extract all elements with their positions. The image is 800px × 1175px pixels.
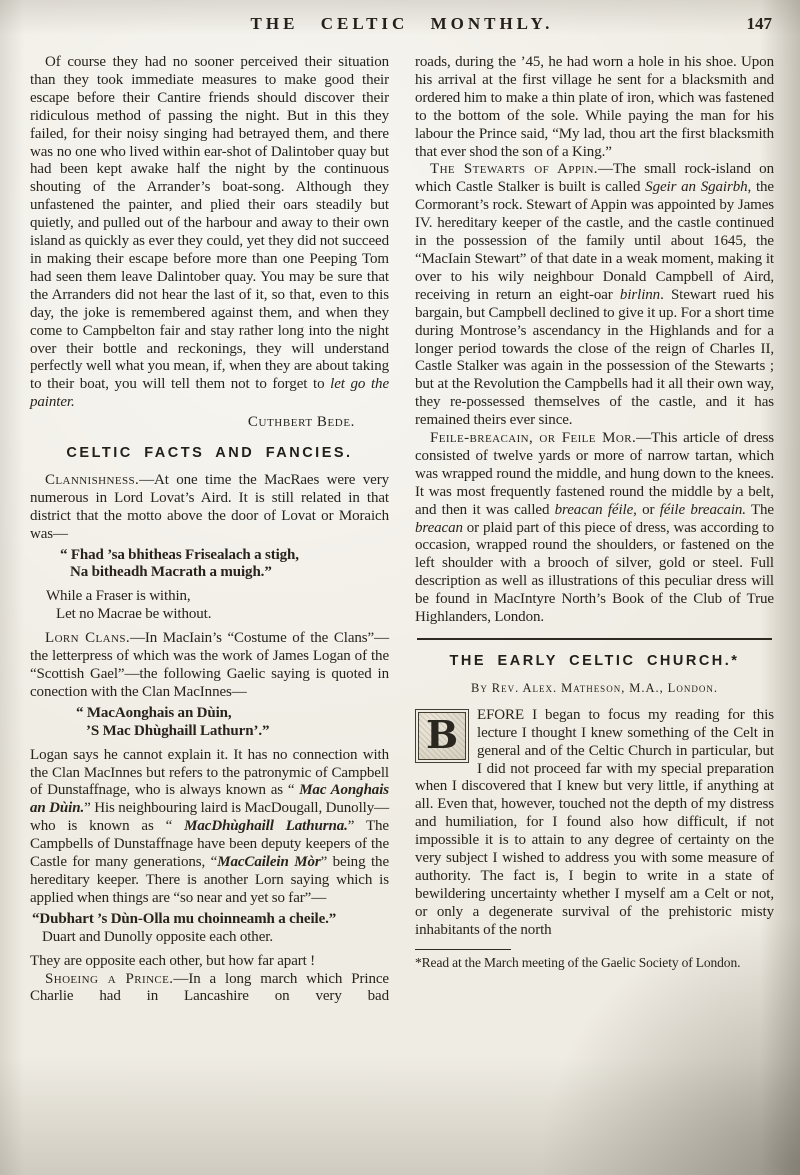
text-run: The [745, 501, 774, 518]
text-run: , the Cormorant’s rock. Stewart of Appin was appointed by James IV. hereditary keeper of the castle, and the castle continued in the possession of the family until about 1645, the “MacIain Stewart” of that date in a weak moment, making it over to his wily neighbour Donald Campbell of Aird, receiving in return an eight-oar [415, 179, 774, 303]
verse-line: “ MacAonghais an Dùin, [76, 704, 232, 721]
verse-line: While a Fraser is within, [46, 588, 191, 605]
text-run: let go the painter. [30, 376, 389, 411]
page-number: 147 [746, 14, 772, 33]
text-run: EFORE I began to focus my reading for this lecture I thought I knew something of the Celt in general and of the Celtic Church in particular, but I did not proceed far with my special preparation when I discovered that I knew but very little, if anything at all. Even that, however, touched not the depth of my distress and humiliation, for I found also how difficult, if not impossible it is to attain to any degree of certainty on the very subject I wished to address you with some measure of authority. The fact is, I begin to write in a state of bewildering uncertainty whether I myself am a Celt or not, or only a degenerate survival of the prehistoric misty inhabitants of the north [415, 706, 774, 938]
para-clannishness [30, 472, 389, 544]
verse-gaelic-motto [60, 547, 389, 583]
para-logan-explanation [30, 747, 389, 908]
footnote-gaelic-society: *Read at the March meeting of the Gaelic Society of London. [415, 949, 774, 972]
text-run: Logan says he cannot explain it. It has no connection with the Clan MacInnes but refers to the patronymic of Campbell of Dunstaffnage, who is always known as “ [30, 746, 389, 799]
ornate-initial-capital: B [415, 709, 469, 763]
right-column [415, 54, 774, 1006]
text-run: ” being the hereditary keeper. There is another Lorn saying which is applied when things are “so near and yet so far”— [30, 854, 390, 906]
byline-matheson: By Rev. Alex. Matheson, M.A., London. [471, 680, 718, 695]
para-shoeing-a-prince [30, 971, 389, 1007]
journal-title: THE CELTIC MONTHLY. [250, 14, 554, 33]
lead-in-small-caps: The Stewarts of Appin. [430, 161, 598, 178]
verse-line: “Dubhart ’s Dùn-Olla mu choinneamh a cheile.” [32, 910, 337, 927]
lead-in-small-caps: Lorn Clans. [45, 630, 130, 647]
heading-early-celtic-church: THE EARLY CELTIC CHURCH.* [449, 653, 740, 669]
text-run: birlinn [619, 286, 661, 303]
para-lorn-clans [30, 630, 389, 702]
verse-line: “ Fhad ’sa bhitheas Frisealach a stigh, [60, 546, 299, 563]
signature-cuthbert-bede: Cuthbert Bede. [247, 414, 355, 431]
para-stewarts-of-appin [415, 161, 774, 430]
text-run: —The small rock-island on which Castle Stalker is built is called [415, 161, 774, 196]
lead-in-small-caps: Clannishness. [45, 471, 140, 488]
lead-in-small-caps: Feile-breacain, or Feile Mor. [430, 430, 637, 447]
para-opposite-remark [30, 953, 389, 971]
text-run: —This article of dress consisted of twelve yards or more of narrow tartan, which was wrapped round the middle, and hung down to the knees. It was most frequently fastened round the middle by a belt, and then it was called [415, 430, 774, 518]
para-lecture-opening [415, 707, 774, 940]
page-body [30, 54, 774, 1006]
text-run: MacCailein Mòr [217, 854, 321, 871]
text-run: , or [633, 501, 660, 518]
text-run: They are opposite each other, but how far apart ! [30, 952, 316, 969]
text-run: —In a long march which Prince Charlie had in Lancashire on very bad [30, 970, 389, 1005]
verse-line: ’S Mac Dhùghaill Lathurn’.” [86, 722, 270, 739]
page-header [30, 8, 774, 42]
verse-macinnes-saying [76, 705, 389, 741]
text-run: roads, during the ’45, he had worn a hole in his shoe. Upon his arrival at the first village he sent for a blacksmith and ordered him to make a thin plate of iron, which was fastened to the bottom of the sole. While paying the man for his labour the Prince said, “My lad, thou art the first blacksmith that ever shod the son of a King.” [415, 54, 774, 160]
text-run: or plaid part of this piece of dress, was according to occasion, wrapped round the shoulders, or fastened on the left shoulder with a brooch of silver, gold or steel. Full description as well as illustrations of this peculiar dress will be found in MacIntyre North’s Book of the Club of True Highlanders, London. [415, 519, 774, 626]
text-run: féile breacain. [659, 501, 746, 518]
text-run: breacan [415, 519, 463, 536]
section-divider-rule [417, 638, 772, 640]
para-dalintober-escape [30, 54, 389, 412]
para-feile-breacain [415, 430, 774, 627]
text-run: —At one time the MacRaes were very numerous in Lord Lovat’s Aird. It is still related in that district that the motto above the door of Lovat or Moraich was— [30, 471, 389, 542]
para-shoeing-continued [415, 54, 774, 161]
text-run: breacan féile [554, 501, 634, 518]
verse-line: Na bitheadh Macrath a muigh.” [70, 564, 272, 581]
left-column [30, 54, 389, 1006]
heading-celtic-facts: CELTIC FACTS AND FANCIES. [66, 445, 353, 462]
text-run: MacDhùghaill Lathurna. [184, 818, 348, 835]
verse-motto-translation [46, 588, 389, 624]
text-run: ” His neighbouring laird is MacDougall, Dunolly—who is known as “ [30, 800, 390, 835]
text-run: Of course they had no sooner perceived their situation than they took immediate measures to make good their escape before their Cantire friends should discover their ridiculous method of passing the night. But in this they failed, for their noisy singing had betrayed them, and there was no one who lived within ear-shot of Dalintober quay but had been kept awake half the night by the continuous shouting of the Arrander’s boat-song. Although they unfastened the painter, and plied their oars steadily but quietly, and pulled out of the harbour and away to their own island as quickly as ever they could, yet they did not succeed in making their escape before more than one Peeping Tom had seen them leave Dalintober quay. You may be sure that the Arranders did not hear the last of it, so that, even to this day, the joke is remembered against them, and when they come to Campbelton fair and stay rather long into the night over their bottle and reckonings, they will understand perfectly well what you mean, if, when they are about taking to their boat, you will tell them not to forget to [30, 54, 389, 393]
text-run: Sgeir an Sgairbh [645, 179, 748, 196]
text-run: . Stewart rued his bargain, but Campbell declined to give it up. For a short time during Montrose’s ascendancy in the Highlands and for a longer period towards the close of the reign of Charles II, Castle Stalker was again in the possession of the Stewarts ; but at the Revolution the Campbells had it all their own way, they re-possessed themselves of the castle, and it has remained theirs ever since. [415, 286, 774, 429]
text-run: ” The Campbells of Dunstaffnage have been deputy keepers of the Castle for many generations, “ [30, 818, 389, 871]
verse-line: Duart and Dunolly opposite each other. [42, 928, 273, 945]
verse-duart-dunolly [32, 911, 389, 947]
text-run: —In MacIain’s “Costume of the Clans”—the letterpress of which was the work of James Logan of the “Scottish Gael”—the following Gaelic saying is quoted in conection with the Clan MacInnes— [30, 630, 389, 700]
text-run: Mac Aonghais an Dùin. [30, 782, 390, 817]
verse-line: Let no Macrae be without. [56, 606, 212, 623]
lead-in-small-caps: Shoeing a Prince. [45, 970, 174, 987]
